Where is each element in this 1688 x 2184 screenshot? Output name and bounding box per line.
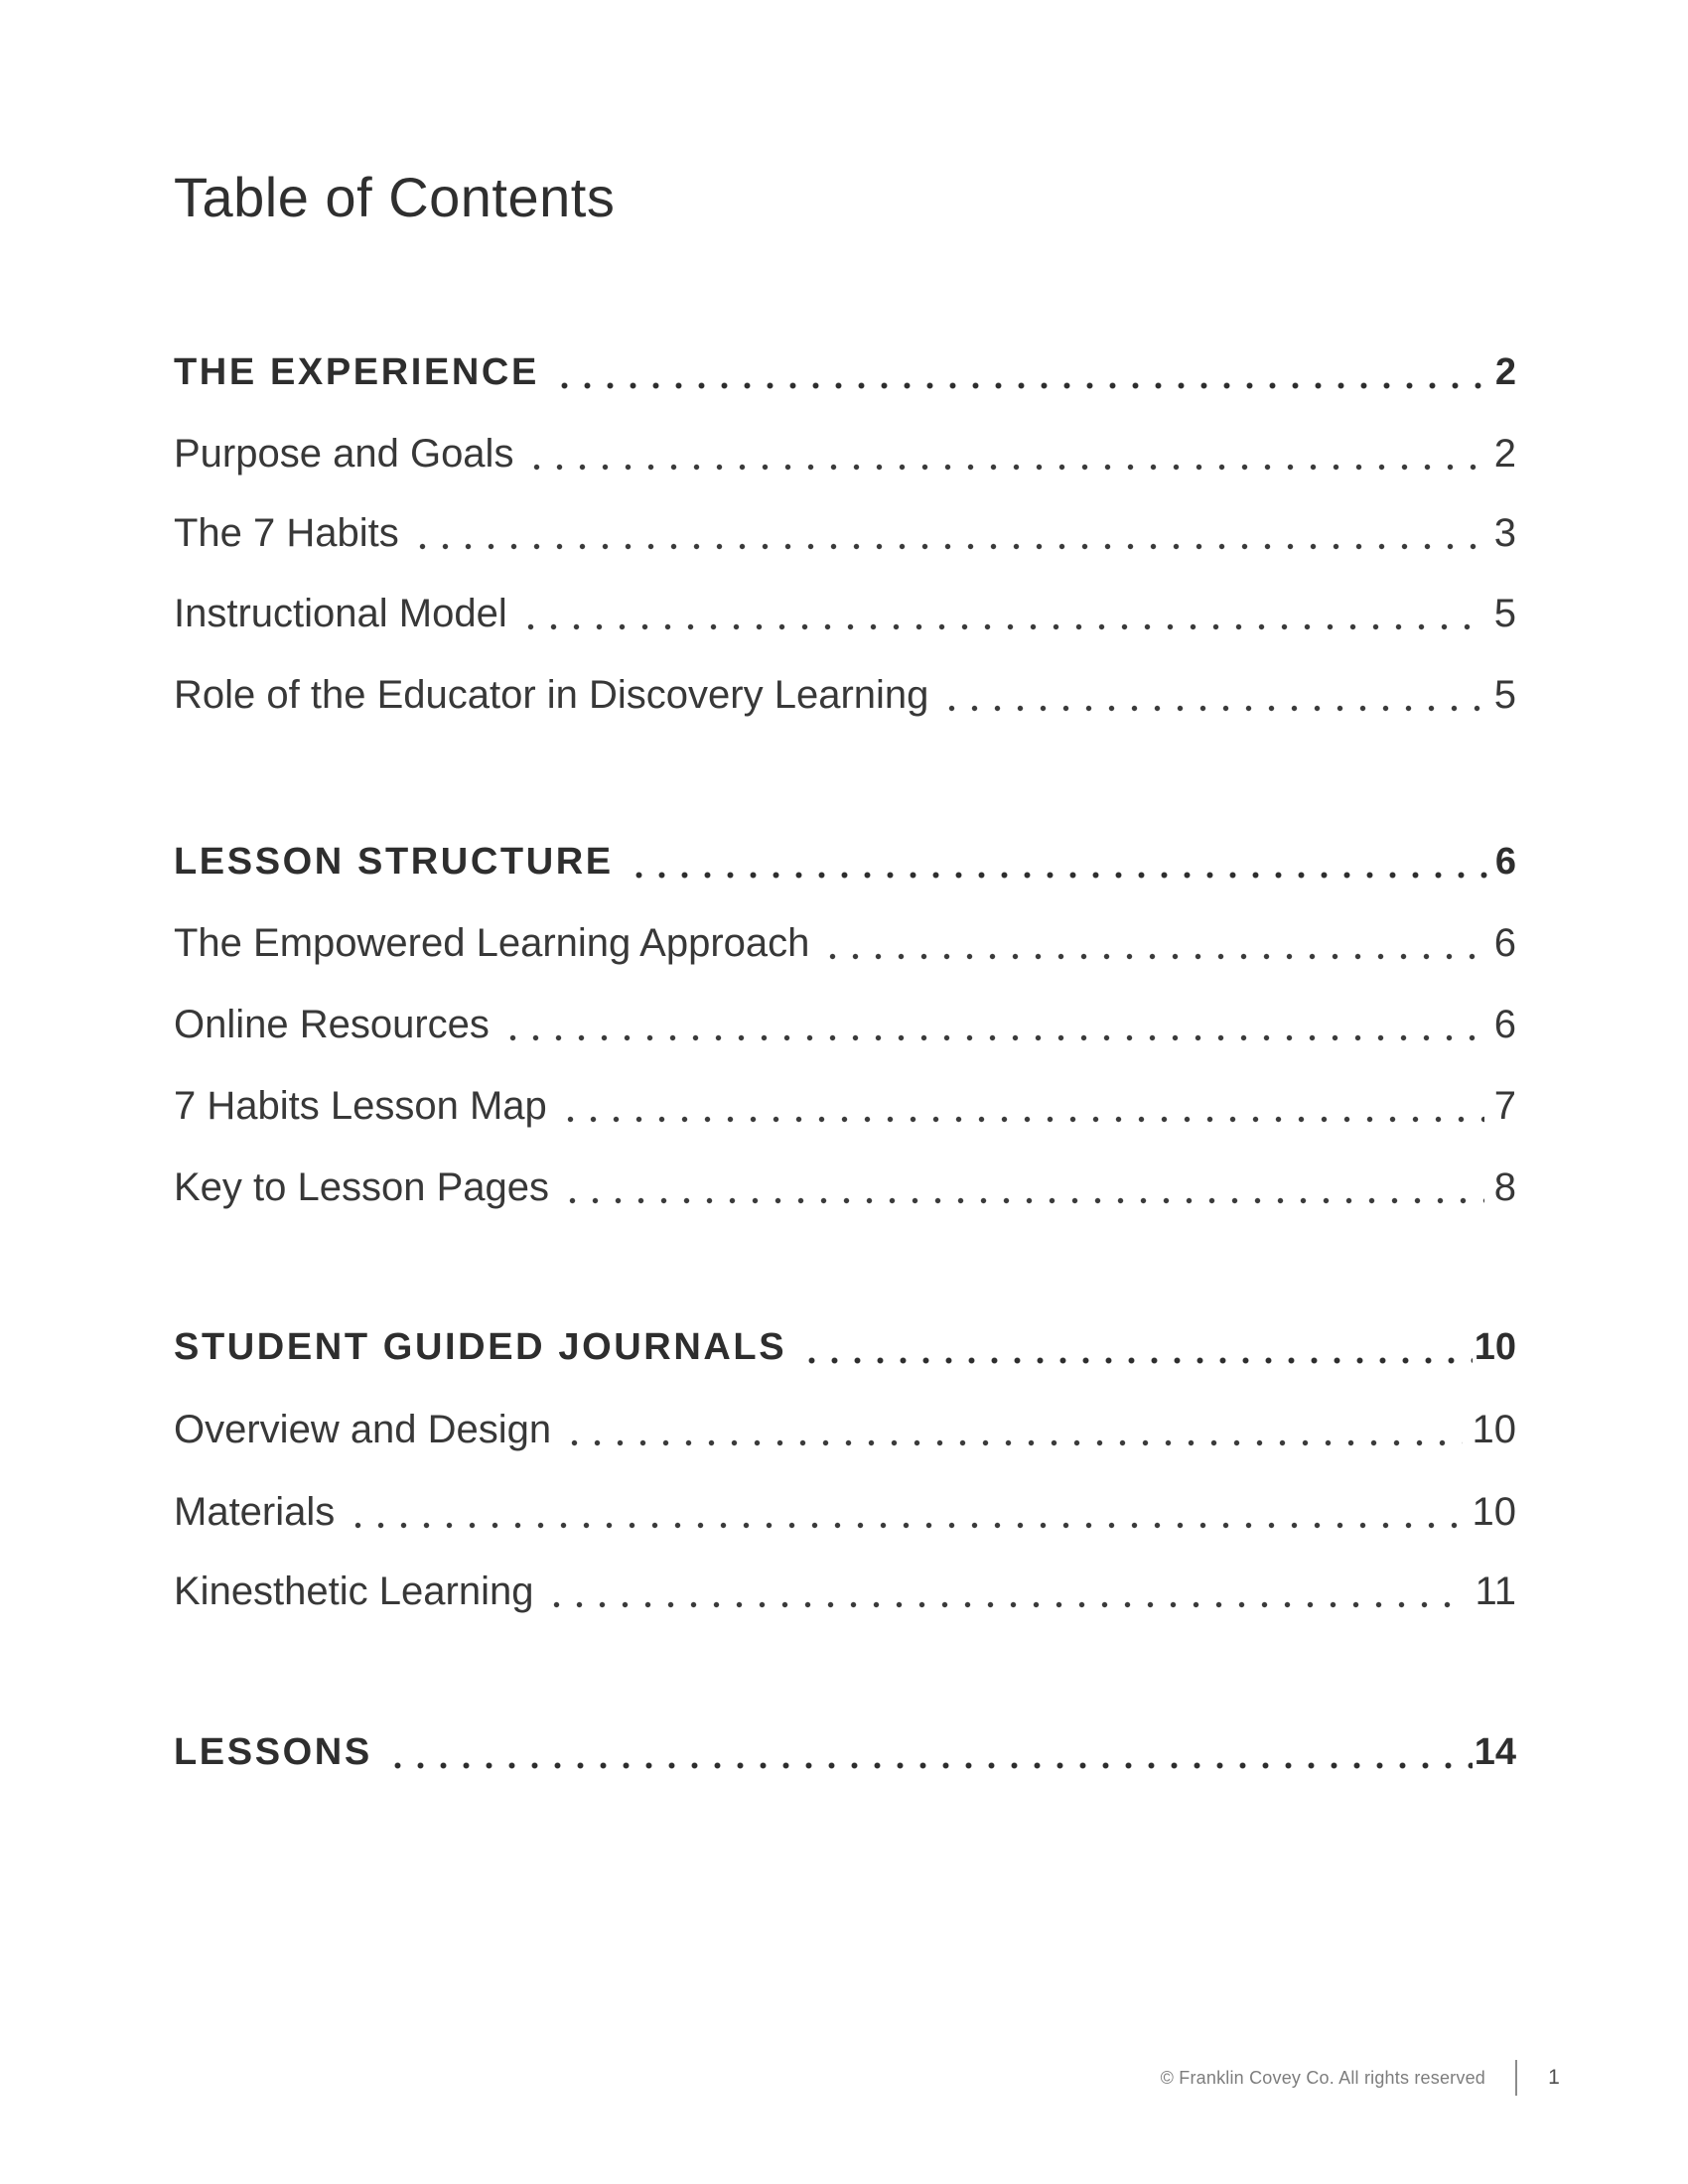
dot-leader: [559, 1082, 1484, 1130]
toc-entry-row: [174, 509, 1516, 557]
toc-entry-page-number: 10: [1472, 1490, 1516, 1534]
toc-entry-label: Role of the Educator in Discovery Learning: [174, 673, 929, 717]
copyright-text: © Franklin Covey Co. All rights reserved: [1160, 2067, 1485, 2088]
dot-leader: [347, 1488, 1462, 1536]
toc-entry-page-number: 6: [1493, 921, 1516, 965]
dot-leader: [386, 1728, 1473, 1776]
toc-entry-page-number: 10: [1472, 1408, 1516, 1451]
toc-entry-row: [174, 1488, 1516, 1536]
toc-entry-page-number: 3: [1493, 511, 1516, 555]
dot-leader: [821, 919, 1483, 967]
toc-entry-row: [174, 590, 1516, 637]
footer-divider: [1515, 2060, 1517, 2096]
dot-leader: [519, 590, 1484, 637]
dot-leader: [545, 1568, 1465, 1615]
folio-page-number: 1: [1548, 2066, 1560, 2089]
toc-section-title: THE EXPERIENCE: [174, 351, 539, 393]
dot-leader: [553, 348, 1493, 396]
toc-entry-row: [174, 430, 1516, 478]
toc-section-title: STUDENT GUIDED JOURNALS: [174, 1326, 787, 1368]
dot-leader: [563, 1406, 1462, 1453]
dot-leader: [561, 1163, 1484, 1211]
toc-entry-row: [174, 1568, 1516, 1615]
toc-entry-label: Materials: [174, 1490, 336, 1534]
toc-section-row: [174, 1323, 1516, 1371]
toc-entry-row: [174, 1082, 1516, 1130]
toc-entry-row: [174, 1406, 1516, 1453]
dot-leader: [501, 1001, 1484, 1048]
dot-leader: [800, 1323, 1473, 1371]
toc-entry-label: Instructional Model: [174, 592, 507, 635]
toc-entry-page-number: 5: [1493, 592, 1516, 635]
toc-entry-label: Overview and Design: [174, 1408, 552, 1451]
dot-leader: [525, 430, 1483, 478]
toc-entry-label: Key to Lesson Pages: [174, 1165, 550, 1209]
toc-section-row: [174, 838, 1516, 886]
toc-entry-label: Online Resources: [174, 1003, 490, 1046]
toc-section-page-number: 6: [1494, 841, 1516, 883]
toc-section-page-number: 14: [1474, 1731, 1516, 1773]
dot-leader: [628, 838, 1493, 886]
toc-section-row: [174, 1728, 1516, 1776]
toc-section-page-number: 10: [1474, 1326, 1516, 1368]
toc-entry-page-number: 2: [1493, 432, 1516, 476]
toc-entry-label: The Empowered Learning Approach: [174, 921, 810, 965]
toc-entry-row: [174, 671, 1516, 719]
dot-leader: [411, 509, 1484, 557]
page-footer: [1161, 2057, 1561, 2099]
toc-entry-label: Purpose and Goals: [174, 432, 514, 476]
toc-section-title: LESSON STRUCTURE: [174, 841, 614, 883]
toc-section-title: LESSONS: [174, 1731, 372, 1773]
toc-entry-page-number: 5: [1493, 673, 1516, 717]
toc-entry-row: [174, 1001, 1516, 1048]
toc-entry-label: 7 Habits Lesson Map: [174, 1084, 547, 1128]
toc-entry-label: The 7 Habits: [174, 511, 399, 555]
toc-section-row: [174, 348, 1516, 396]
table-of-contents: [174, 0, 1516, 2184]
toc-entry-label: Kinesthetic Learning: [174, 1570, 534, 1613]
toc-entry-page-number: 7: [1493, 1084, 1516, 1128]
toc-entry-row: [174, 1163, 1516, 1211]
toc-entry-row: [174, 919, 1516, 967]
dot-leader: [940, 671, 1483, 719]
toc-entry-page-number: 8: [1493, 1165, 1516, 1209]
toc-entry-page-number: 11: [1475, 1570, 1516, 1613]
toc-entry-page-number: 6: [1493, 1003, 1516, 1046]
page-title: Table of Contents: [174, 166, 616, 228]
toc-section-page-number: 2: [1494, 351, 1516, 393]
